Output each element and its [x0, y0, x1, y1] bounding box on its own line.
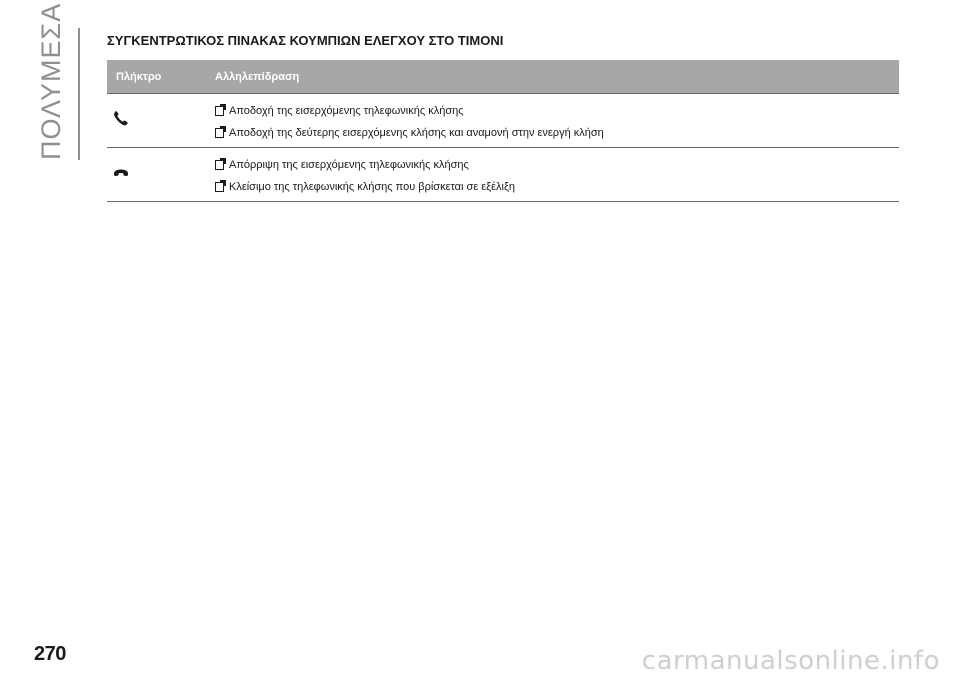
checkbox-bullet-icon [215, 128, 224, 138]
key-cell [107, 148, 215, 201]
key-cell [107, 94, 215, 147]
action-item [215, 102, 899, 120]
action-cell [215, 148, 899, 201]
action-text: Απόρριψη της εισερχόμενης τηλεφωνικής κλήσης [229, 159, 469, 171]
table-row [107, 148, 899, 202]
table-header [107, 60, 899, 94]
action-text: Αποδοχή της εισερχόμενης τηλεφωνικής κλήσης [229, 105, 464, 117]
action-item [215, 124, 899, 142]
action-text: Αποδοχή της δεύτερης εισερχόμενης κλήσης και αναμονή στην ενεργή κλήση [229, 127, 604, 139]
action-item [215, 156, 899, 174]
controls-summary-table [107, 60, 899, 202]
table-row [107, 94, 899, 148]
section-title: ΣΥΓΚΕΝΤΡΩΤΙΚΟΣ ΠΙΝΑΚΑΣ ΚΟΥΜΠΙΩΝ ΕΛΕΓΧΟΥ ΣΤΟ ΤΙΜΟΝΙ [107, 33, 504, 48]
phone-answer-icon [113, 110, 129, 126]
side-divider-line [78, 28, 80, 160]
checkbox-bullet-icon [215, 106, 224, 116]
phone-hangup-icon [113, 164, 129, 180]
action-text: Κλείσιμο της τηλεφωνικής κλήσης που βρίσκεται σε εξέλιξη [229, 181, 515, 193]
header-key: Πλήκτρο [116, 70, 162, 83]
checkbox-bullet-icon [215, 160, 224, 170]
page-number: 270 [34, 643, 66, 665]
checkbox-bullet-icon [215, 182, 224, 192]
header-action: Αλληλεπίδραση [215, 70, 300, 83]
side-section-label: ΠΟΛΥΜΕΣΑ [36, 2, 66, 160]
watermark: carmanualsonline.info [641, 646, 940, 676]
action-item [215, 178, 899, 196]
action-cell [215, 94, 899, 147]
